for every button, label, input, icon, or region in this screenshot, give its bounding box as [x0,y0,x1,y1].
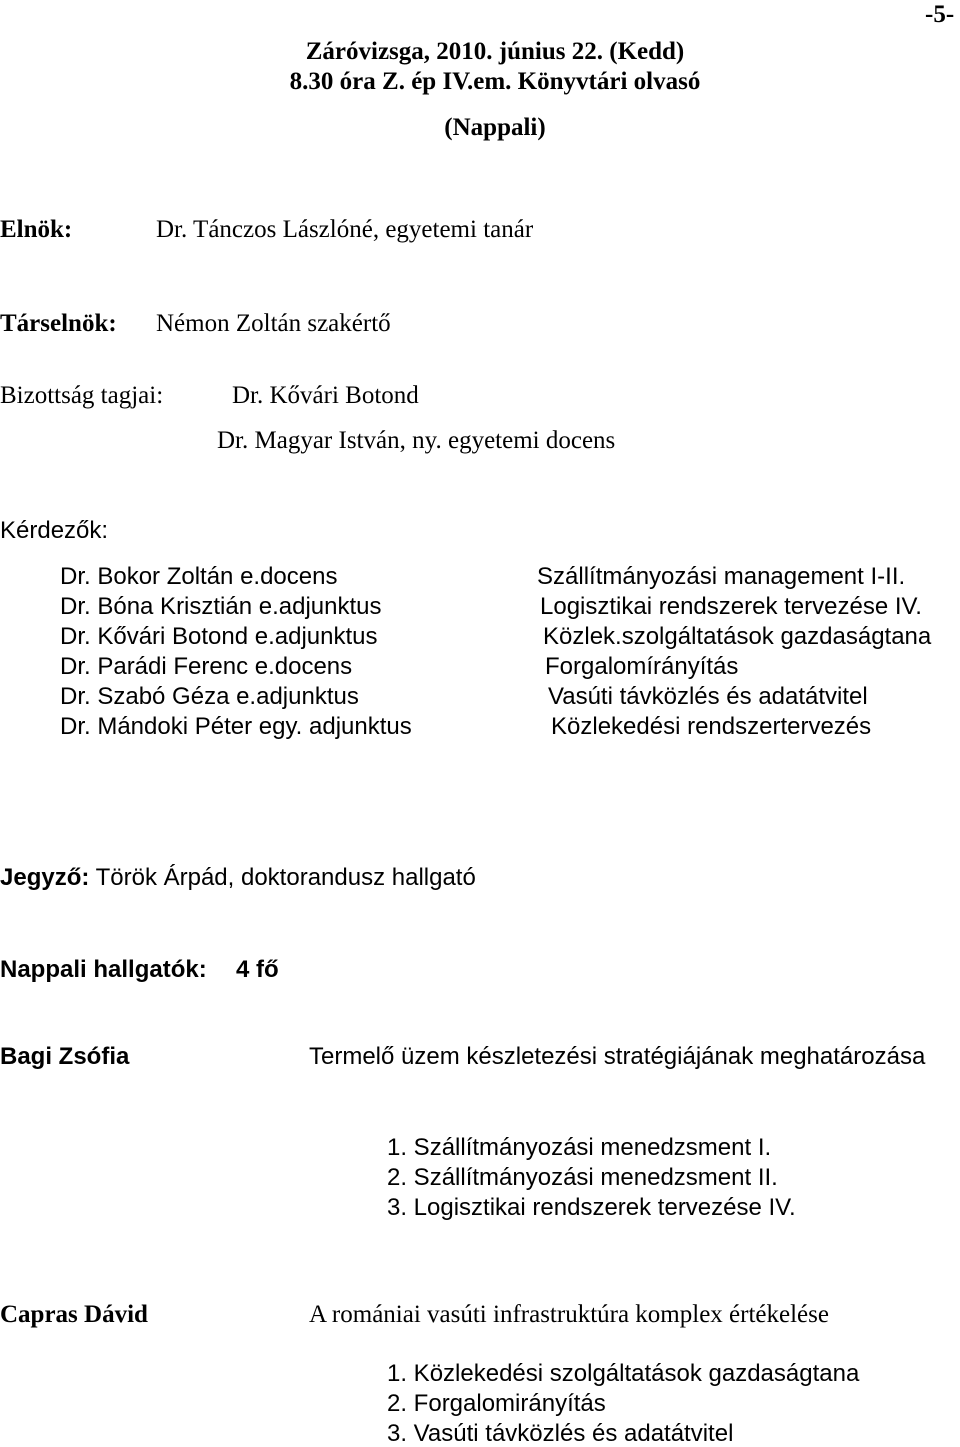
candidate-subject: 1. Szállítmányozási menedzsment I. [387,1134,772,1161]
examiner-name: Dr. Kővári Botond e.adjunktus [60,623,378,650]
examiner-name: Dr. Bokor Zoltán e.docens [60,563,338,590]
member-item: Dr. Kővári Botond [232,382,419,409]
examiner-name: Dr. Parádi Ferenc e.docens [60,653,353,680]
examiner-subject: Logisztikai rendszerek tervezése IV. [540,593,922,620]
candidate-name: Bagi Zsófia [0,1043,130,1070]
students-label: Nappali hallgatók: [0,956,207,983]
exam-title: Záróvizsga, 2010. június 22. (Kedd) [305,38,685,65]
candidate-thesis: Termelő üzem készletezési stratégiájának meghatározása [309,1043,926,1070]
candidate-name: Capras Dávid [0,1301,148,1328]
candidate-thesis: A romániai vasúti infrastruktúra komplex értékelése [309,1301,829,1328]
page-number: -5- [925,1,955,28]
examiner-subject: Vasúti távközlés és adatátvitel [548,683,868,710]
secretary-label: Jegyző: [0,864,90,891]
secretary-line [0,866,476,890]
exam-mode: (Nappali) [444,114,546,141]
cochair-value: Némon Zoltán szakértő [156,310,391,337]
examiner-name: Dr. Szabó Géza e.adjunktus [60,683,359,710]
exam-location: 8.30 óra Z. ép IV.em. Könyvtári olvasó [289,68,701,95]
examiner-name: Dr. Mándoki Péter egy. adjunktus [60,713,412,740]
examiner-name: Dr. Bóna Krisztián e.adjunktus [60,593,382,620]
secretary-value: Török Árpád, doktorandusz hallgató [89,864,476,891]
members-label: Bizottság tagjai: [0,382,164,409]
chair-value: Dr. Tánczos Lászlóné, egyetemi tanár [156,216,534,243]
examiner-subject: Szállítmányozási management I-II. [537,563,906,590]
chair-label: Elnök: [0,216,73,243]
candidate-subject: 3. Vasúti távközlés és adatátvitel [387,1420,734,1447]
examiner-subject: Közlek.szolgáltatások gazdaságtana [543,623,932,650]
examiner-subject: Forgalomírányítás [545,653,739,680]
member-item: Dr. Magyar István, ny. egyetemi docens [217,427,616,454]
candidate-subject: 3. Logisztikai rendszerek tervezése IV. [387,1194,796,1221]
examiner-subject: Közlekedési rendszertervezés [551,713,872,740]
cochair-label: Társelnök: [0,310,117,337]
examiners-label: Kérdezők: [0,517,109,544]
candidate-subject: 2. Forgalomirányítás [387,1390,606,1417]
candidate-subject: 1. Közlekedési szolgáltatások gazdaságtana [387,1360,860,1387]
students-count: 4 fő [236,956,279,983]
candidate-subject: 2. Szállítmányozási menedzsment II. [387,1164,778,1191]
